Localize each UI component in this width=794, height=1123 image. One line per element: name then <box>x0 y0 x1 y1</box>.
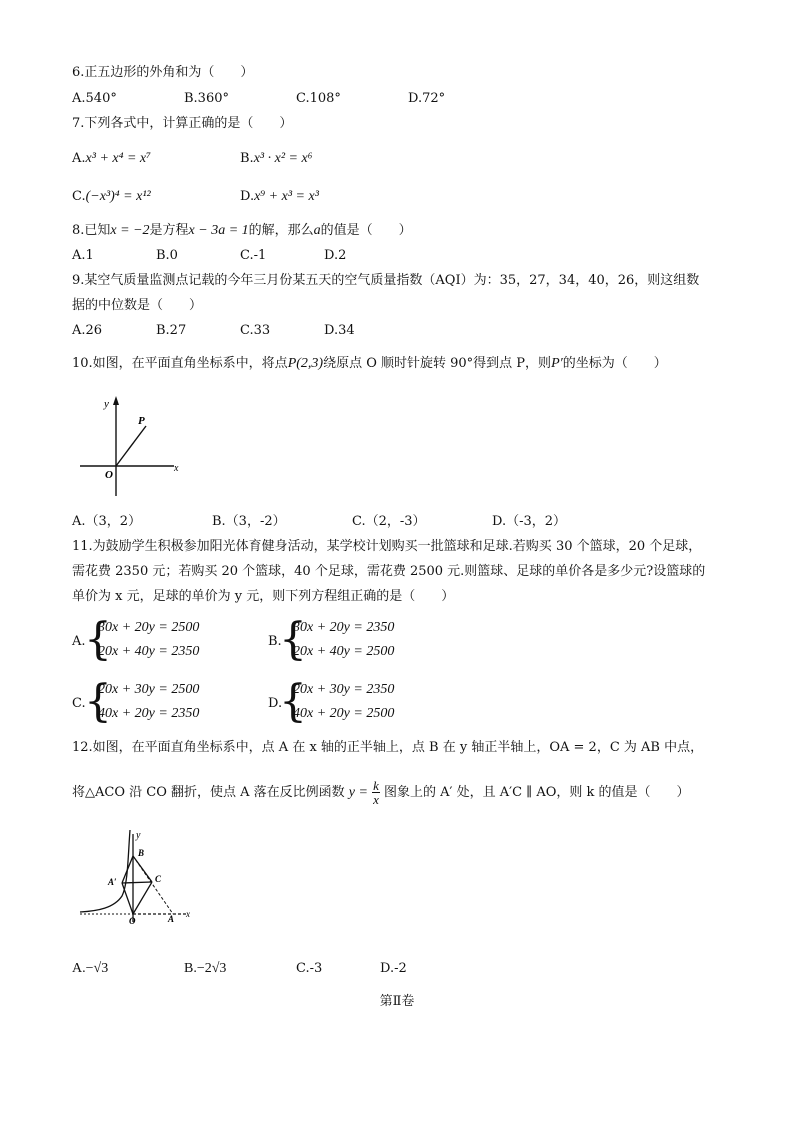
q6-option-a: A.540° <box>72 91 117 106</box>
q12-func-fraction <box>372 779 380 806</box>
q12-func-num: k <box>373 778 379 793</box>
q12-segment-co <box>133 882 152 914</box>
q11-option-a-label: A. <box>72 634 86 649</box>
q7-option-d-label: D. <box>240 189 255 204</box>
q10-point2: P′ <box>551 356 563 371</box>
q8-option-a: A.1 <box>72 248 94 263</box>
q8-option-c: C.-1 <box>240 248 267 263</box>
q10-stem-mid: 绕原点 O 顺时针旋转 90°得到点 P，则 <box>323 356 552 371</box>
q7-option-c-expr: (−x³)⁴ = x¹² <box>85 189 151 204</box>
q12-option-b: B.−2√3 <box>184 961 227 976</box>
q11-option-c-label: C. <box>72 696 86 711</box>
q8-option-d: D.2 <box>324 248 347 263</box>
q11-option-d-eq1: 20x + 30y = 2350 <box>293 682 395 697</box>
q11-option-b-brace: { <box>279 614 307 665</box>
q12-option-c: C.-3 <box>296 961 323 976</box>
q12-func-lhs: y = <box>348 785 368 800</box>
q12-segment-bc <box>133 856 152 882</box>
q10-option-c: C.（2，-3） <box>352 514 426 529</box>
q10-stem-before: 10.如图，在平面直角坐标系中，将点 <box>72 356 288 371</box>
q7-option-a-expr: x³ + x⁴ = x⁷ <box>85 151 151 166</box>
q7-option-d-expr: x⁹ + x³ = x³ <box>254 189 319 204</box>
q9-stem-line1: 9.某空气质量监测点记载的今年三月份某五天的空气质量指数（AQI）为：35，27，34，40，26，则这组数 <box>72 273 700 288</box>
q11-option-c <box>72 676 252 730</box>
q8-stem <box>72 222 412 240</box>
q12-option-d: D.-2 <box>380 961 407 976</box>
q11-option-a-brace: { <box>84 614 112 665</box>
q11-stem-line3: 单价为 x 元，足球的单价为 y 元，则下列方程组正确的是（ ） <box>72 589 455 604</box>
q11-option-d-label: D. <box>268 696 283 711</box>
q7-option-b-expr: x³ · x² = x⁶ <box>253 151 313 166</box>
q6-option-b: B.360° <box>184 91 229 106</box>
q8-stem-after: 的解，那么 <box>248 223 314 238</box>
q11-option-c-eq2: 40x + 20y = 2350 <box>98 706 200 721</box>
q12-func-den: x <box>373 792 379 807</box>
q10-label-o: O <box>105 469 113 481</box>
q12-stem-line2-b: 图象上的 A′ 处，且 A′C ∥ AO，则 k 的值是（ ） <box>384 785 690 800</box>
q8-stem-before: 8.已知 <box>72 223 111 238</box>
q8-stem-mid: 是方程 <box>149 223 189 238</box>
q12-option-a: A.−√3 <box>72 961 109 976</box>
q12-label-o: O <box>129 916 136 926</box>
q12-label-y: y <box>136 830 141 841</box>
q8-stem-end: 的值是（ ） <box>320 223 412 238</box>
q11-option-d-brace: { <box>279 676 307 727</box>
q8-option-b: B.0 <box>156 248 178 263</box>
q10-segment-op <box>116 426 146 466</box>
q11-option-c-brace: { <box>84 676 112 727</box>
q8-equation: x − 3a = 1 <box>188 223 249 238</box>
q10-point: P(2,3) <box>287 356 324 371</box>
q12-label-b: B <box>138 848 145 858</box>
q11-option-b-eq2: 20x + 40y = 2500 <box>293 644 395 659</box>
section-title: 第Ⅱ卷 <box>379 994 415 1009</box>
q10-label-x: x <box>174 463 179 474</box>
q11-option-b-eq1: 30x + 20y = 2350 <box>293 620 395 635</box>
q8-var: a <box>313 223 321 238</box>
q8-cond: x = −2 <box>110 223 150 238</box>
q11-option-b-label: B. <box>268 634 282 649</box>
q9-option-d: D.34 <box>324 323 355 338</box>
q7-option-b <box>240 150 313 168</box>
q10-label-p: P <box>138 415 145 427</box>
q11-stem-line2: 需花费 2350 元；若购买 20 个篮球，40 个足球，需花费 2500 元.则篮球、足球的单价各是多少元?设篮球的 <box>72 564 706 579</box>
q11-option-a-eq1: 30x + 20y = 2500 <box>98 620 200 635</box>
q10-label-y: y <box>104 398 109 410</box>
q7-option-b-label: B. <box>240 151 254 166</box>
q10-stem-after: 的坐标为（ ） <box>562 356 667 371</box>
q7-option-d <box>240 188 319 206</box>
q11-option-c-eq1: 20x + 30y = 2500 <box>98 682 200 697</box>
q12-segment-a2o <box>122 883 133 914</box>
q11-stem-line1: 11.为鼓励学生积极参加阳光体育健身活动，某学校计划购买一批篮球和足球.若购买 30 个篮球，20 个足球， <box>72 539 702 554</box>
q12-label-x: x <box>186 909 190 919</box>
q7-option-a-label: A. <box>72 151 86 166</box>
q10-y-arrow <box>113 396 119 405</box>
q11-option-b <box>268 614 448 668</box>
q12-stem-line2-a: 将△ACO 沿 CO 翻折，使点 A 落在反比例函数 <box>72 785 345 800</box>
q6-option-c: C.108° <box>296 91 341 106</box>
q11-option-a <box>72 614 252 668</box>
q12-label-a2: A′ <box>108 877 117 887</box>
q10-option-a: A.（3，2） <box>72 514 142 529</box>
q9-option-a: A.26 <box>72 323 103 338</box>
q10-option-b: B.（3，-2） <box>212 514 286 529</box>
q10-option-d: D.（-3，2） <box>492 514 567 529</box>
q9-option-c: C.33 <box>240 323 271 338</box>
q10-stem <box>72 355 667 373</box>
q12-figure <box>78 826 196 926</box>
q9-stem-line2: 据的中位数是（ ） <box>72 298 203 313</box>
q6-option-d: D.72° <box>408 91 446 106</box>
q7-option-c-label: C. <box>72 189 86 204</box>
q9-option-b: B.27 <box>156 323 187 338</box>
q7-stem: 7.下列各式中，计算正确的是（ ） <box>72 116 293 131</box>
q12-label-c: C <box>155 874 162 884</box>
q10-figure <box>72 390 192 502</box>
q6-stem: 6.正五边形的外角和为（ ） <box>72 65 254 80</box>
q7-option-a <box>72 150 151 168</box>
q11-option-d <box>268 676 448 730</box>
q11-option-a-eq2: 20x + 40y = 2350 <box>98 644 200 659</box>
q12-label-a: A <box>168 914 175 924</box>
q7-option-c <box>72 188 151 206</box>
q12-stem-line2 <box>72 779 690 806</box>
q11-option-d-eq2: 40x + 20y = 2500 <box>293 706 395 721</box>
q12-hyperbola <box>80 830 130 912</box>
q12-stem-line1: 12.如图，在平面直角坐标系中，点 A 在 x 轴的正半轴上，点 B 在 y 轴正半轴上，OA = 2，C 为 AB 中点， <box>72 740 704 755</box>
